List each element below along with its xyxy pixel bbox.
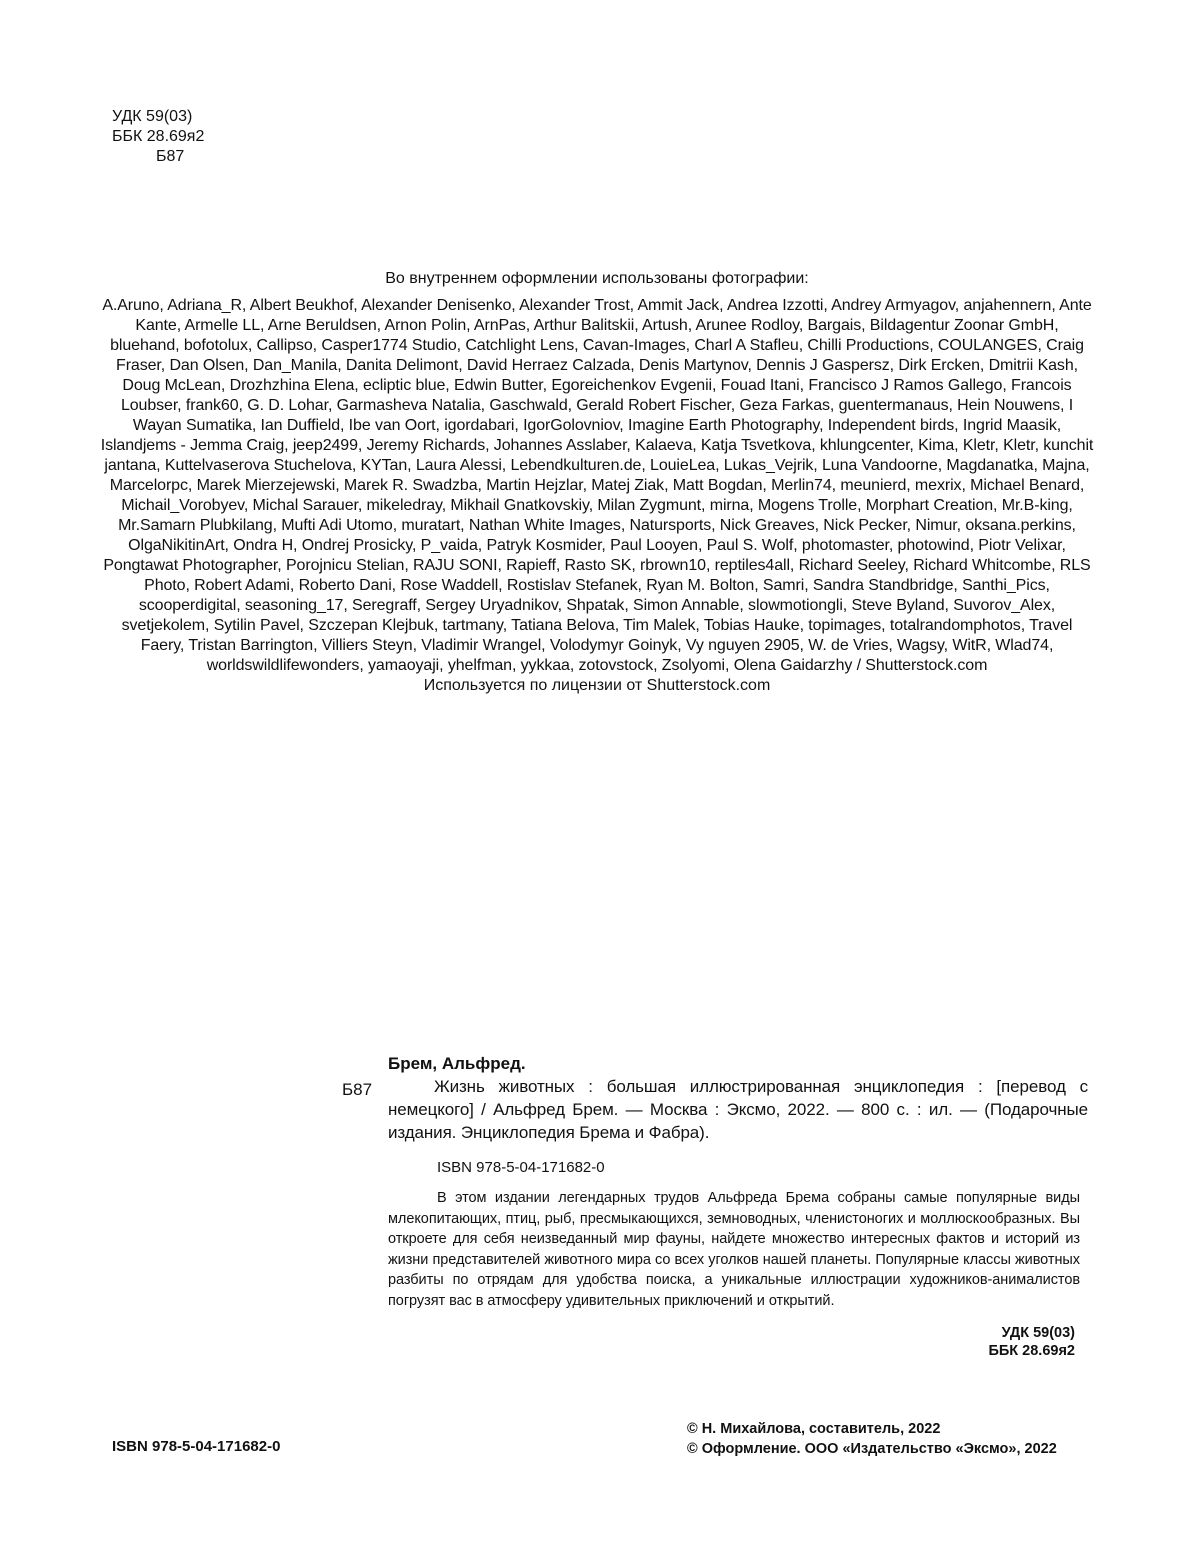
copyright-block (687, 1419, 1057, 1459)
footer-isbn: ISBN 978-5-04-171682-0 (112, 1438, 281, 1455)
bibliographic-author-mark: Б87 (342, 1080, 373, 1099)
record-udk: УДК 59(03) (1001, 1325, 1075, 1341)
author-mark: Б87 (156, 148, 185, 165)
record-classification (900, 1324, 1075, 1360)
copyright-compiler: © Н. Михайлова, составитель, 2022 (687, 1421, 941, 1437)
copyright-design: © Оформление. ООО «Издательство «Эксмо», 2022 (687, 1441, 1057, 1457)
book-description: Жизнь животных : большая иллюстрированная энциклопедия : [перевод с немецкого] / Альфред Брем. — Москва : Эксмо, 2022. — 800 с. : ил. — (Подарочные издания. Энциклопедия Брема и Фабра). (388, 1077, 1088, 1142)
classification-block (112, 107, 204, 167)
license-note: Используется по лицензии от Shutterstock.com (423, 677, 771, 694)
record-isbn: ISBN 978-5-04-171682-0 (437, 1159, 605, 1176)
udk-code: УДК 59(03) (112, 108, 193, 125)
credits-heading: Во внутреннем оформлении использованы фотографии: (385, 270, 809, 287)
book-author: Брем, Альфред. (388, 1054, 526, 1073)
book-annotation: В этом издании легендарных трудов Альфреда Брема собраны самые популярные виды млекопитающих, птиц, рыб, пресмыкающихся, земноводных, членистоногих и моллюскообразных. Вы откроете для себя неизведанный мир фауны, найдете множество интересных фактов и историй из жизни представителей животного мира со всех уголков нашей планеты. Популярные классы животных разбиты по отрядам для удобства поиска, а уникальные иллюстрации художников-анималистов погрузят вас в атмосферу удивительных приключений и открытий. (388, 1190, 1080, 1309)
photo-credits (100, 269, 1094, 696)
credits-names: A.Aruno, Adriana_R, Albert Beukhof, Alexander Denisenko, Alexander Trost, Ammit Jack, Andrea Izzotti, Andrey Armyagov, anjahennern, Ante Kante, Armelle LL, Arne Beruldsen, Arnon Polin, ArnPas, Arthur Balitskii, Artush, Arunee Rodloy, Bargais, Bildagentur Zoonar GmbH, bluehand, bofotolux, Callipso, Casper1774 Studio, Catchlight Lens, Cavan-Images, Charl A Stafleu, Chilli Productions, COULANGES, Craig Fraser, Dan Olsen, Dan_Manila, Danita Delimont, David Herraez Calzada, Denis Martynov, Dennis J Gaspersz, Dirk Ercken, Dmitrii Kash, Doug McLean, Drozhzhina Elena, ecliptic blue, Edwin Butter, Egoreichenkov Evgenii, Fouad Itani, Francisco J Ramos Gallego, Francois Loubser, frank60, G. D. Lohar, Garmasheva Natalia, Gaschwald, Gerald Robert Fischer, Geza Farkas, guentermanaus, Hein Nouwens, I Wayan Sumatika, Ian Duffield, Ibe van Oort, igordabari, IgorGolovniov, Imagine Earth Photography, Independent birds, Ingrid Maasik, Islandjems - Jemma Craig, jeep2499, Jeremy Richards, Johannes Asslaber, Kalaeva, Katja Tsvetkova, khlungcenter, Kima, Kletr, Kletr, kunchit jantana, Kuttelvaserova Stuchelova, KYTan, Laura Alessi, Lebendkulturen.de, LouieLea, Lukas_Vejrik, Luna Vandoorne, Magdanatka, Majna, Marcelorpc, Marek Mierzejewski, Marek R. Swadzba, Martin Hejzlar, Matej Ziak, Matt Bogdan, Merlin74, meunierd, mexrix, Michael Benard, Michail_Vorobyev, Michal Sarauer, mikeledray, Mikhail Gnatkovskiy, Milan Zygmunt, mirna, Mogens Trolle, Morphart Creation, Mr.B-king, Mr.Samarn Plubkilang, Mufti Adi Utomo, muratart, Nathan White Images, Natursports, Nick Greaves, Nick Pecker, Nimur, oksana.perkins, OlgaNikitinArt, Ondra H, Ondrej Prosicky, P_vaida, Patryk Kosmider, Paul Looyen, Paul S. Wolf, photomaster, photowind, Piotr Velixar, Pongtawat Photographer, Porojnicu Stelian, RAJU SONI, Rapieff, Rasto SK, rbrown10, reptiles4all, Richard Seeley, Richard Whitcombe, RLS Photo, Robert Adami, Roberto Dani, Rose Waddell, Rostislav Stefanek, Ryan M. Bolton, Samri, Sandra Standbridge, Santhi_Pics, scooperdigital, seasoning_17, Seregraff, Sergey Uryadnikov, Shpatak, Simon Annable, slowmotiongli, Steve Byland, Suvorov_Alex, svetjekolem, Sytilin Pavel, Szczepan Klejbuk, tartmany, Tatiana Belova, Tim Malek, Tobias Hauke, topimages, totalrandomphotos, Travel Faery, Tristan Barrington, Villiers Steyn, Vladimir Wrangel, Volodymyr Goinyk, Vy nguyen 2905, W. de Vries, Wagsy, WitR, Wlad74, worldswildlifewonders, yamaoyaji, yhelfman, yykkaa, zotovstock, Zsolyomi, Olena Gaidarzhy / Shutterstock.com (100, 297, 1094, 674)
record-bbk: ББК 28.69я2 (988, 1343, 1075, 1359)
bbk-code: ББК 28.69я2 (112, 128, 205, 145)
bibliographic-record (388, 1052, 1088, 1144)
